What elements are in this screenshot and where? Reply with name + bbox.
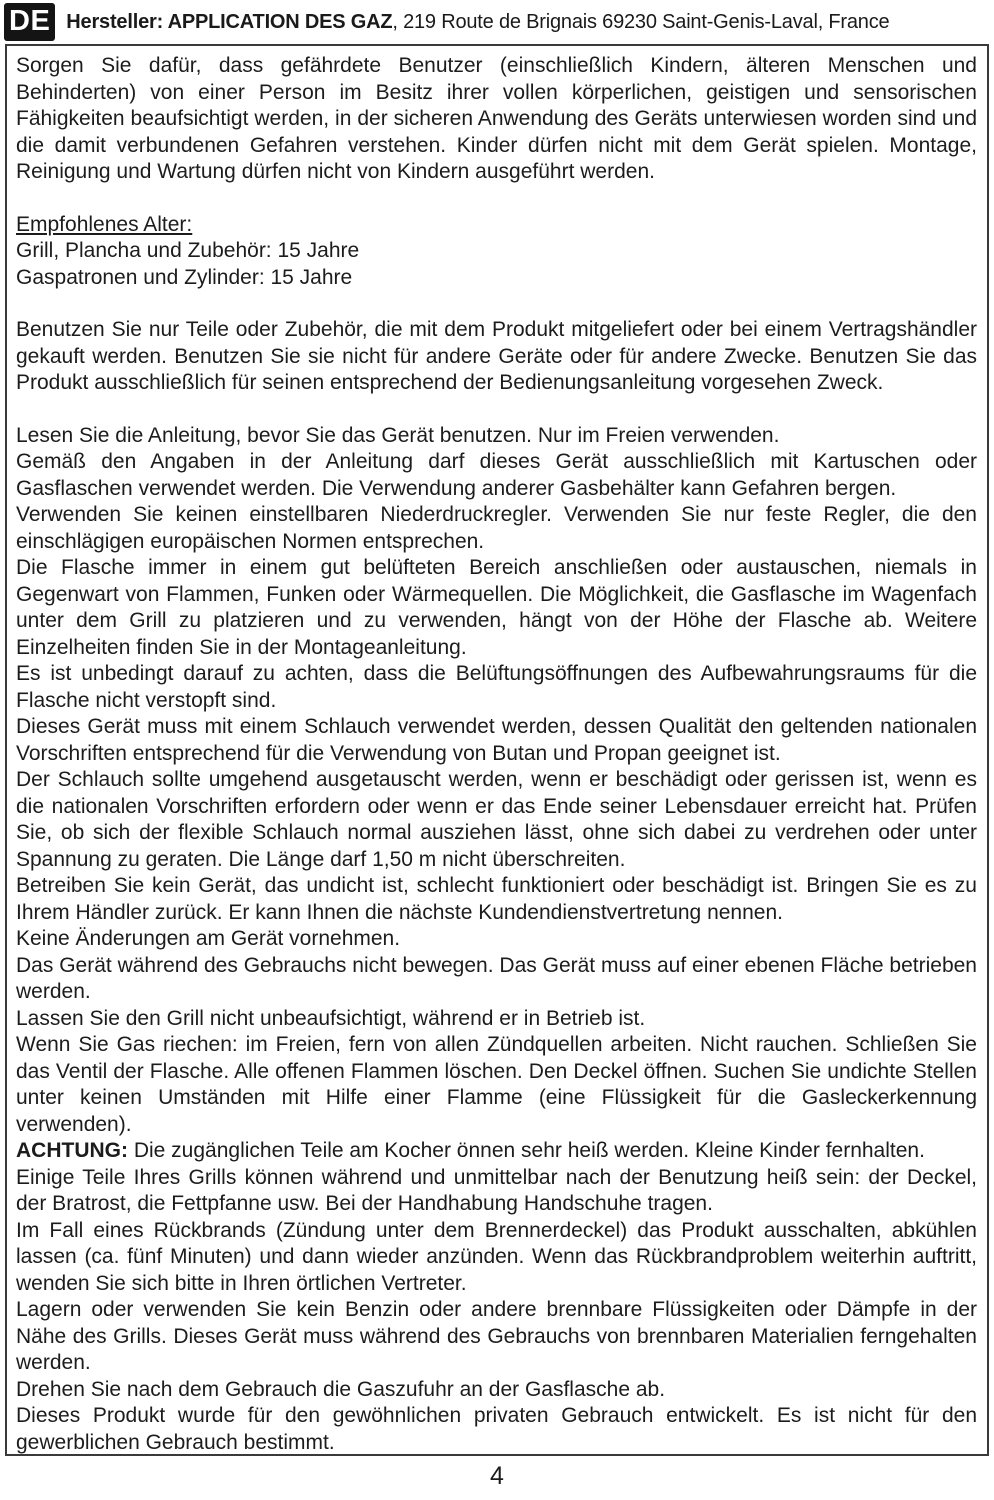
instruction-cartridges: Gemäß den Angaben in der Anleitung darf dieses Gerät ausschließlich mit Kartuschen oder Gasflaschen verwendet werden. Die Verwendung anderer Gasbehälter kann Gefahren bergen. — [16, 450, 977, 500]
recommended-age-cartridges: Gaspatronen und Zylinder: 15 Jahre — [16, 265, 353, 289]
manufacturer-line — [66, 11, 889, 34]
language-badge: DE — [4, 3, 55, 41]
instruction-hose-replacement: Der Schlauch sollte umgehend ausgetauscht werden, wenn er beschädigt oder gerissen ist, wenn es die nationalen Vorschriften erfordern oder wenn er das Ende seiner Lebensdauer erreicht hat. Prüfen Sie, ob sich der flexible Schlauch normal ausziehen lässt, ohne sich dabei zu verdrehen oder unter Spannung zu geraten. Die Länge darf 1,50 m nicht überschreiten. — [16, 768, 977, 871]
instruction-bottle-connection: Die Flasche immer in einem gut belüfteten Bereich anschließen oder austauschen, niemals in Gegenwart von Flammen, Funken oder Wärmequellen. Die Möglichkeit, die Gasflasche im Wagenfach unter dem Grill zu platzieren und zu verwenden, hängt von der Höhe der Flasche ab. Weitere Einzelheiten finden Sie in der Montageanleitung. — [16, 556, 977, 659]
instruction-hot-parts: Einige Teile Ihres Grills können während und unmittelbar nach der Benutzung heiß sein: der Deckel, der Bratrost, die Fettpfanne usw. Bei der Handhabung Handschuhe tragen. — [16, 1165, 977, 1215]
recommended-age-heading-text: Empfohlenes Alter: — [16, 212, 193, 236]
page-number: 4 — [490, 1462, 504, 1490]
recommended-age-grill: Grill, Plancha und Zubehör: 15 Jahre — [16, 239, 360, 262]
paragraph-supervision: Sorgen Sie dafür, dass gefährdete Benutzer (einschließlich Kindern, älteren Menschen und Behinderten) von einer Person im Besitz ihrer vollen körperlichen, geistigen und sensorischen Fähigkeiten beaufsichtigt werden, in der sicheren Anwendung des Geräts unterwiesen worden sind und die damit verbundenen Gefahren verstehen. Kinder dürfen nicht mit dem Gerät spielen. Montage, Reinigung und Wartung dürfen nicht von Kindern ausgeführt werden. — [16, 54, 977, 183]
instruction-damaged-device: Betreiben Sie kein Gerät, das undicht ist, schlecht funktioniert oder beschädigt ist. Bringen Sie es zu Ihrem Händler zurück. Er kann Ihnen die nächste Kundendienstvertretung nennen. — [16, 874, 977, 924]
recommended-age-heading — [16, 212, 977, 239]
instruction-read-manual: Lesen Sie die Anleitung, bevor Sie das Gerät benutzen. Nur im Freien verwenden. — [16, 423, 780, 447]
instruction-flammables: Lagern oder verwenden Sie kein Benzin oder andere brennbare Flüssigkeiten oder Dämpfe in der Nähe des Grills. Dieses Gerät muss während des Gebrauchs von brennbaren Materialien ferngehalten werden. — [16, 1298, 977, 1374]
instruction-do-not-move: Das Gerät während des Gebrauchs nicht bewegen. Das Gerät muss auf einer ebenen Fläche betrieben werden. — [16, 953, 977, 1003]
achtung-label: ACHTUNG: — [16, 1139, 128, 1162]
achtung-text: Die zugänglichen Teile am Kocher önnen sehr heiß werden. Kleine Kinder fernhalten. — [133, 1139, 925, 1162]
instruction-flashback: Im Fall eines Rückbrands (Zündung unter dem Brennerdeckel) das Produkt ausschalten, abkühlen lassen (ca. fünf Minuten) und dann wieder anzünden. Wenn das Rückbrandproblem weiterhin auftritt, wenden Sie sich bitte in Ihren örtlichen Vertreter. — [16, 1218, 977, 1295]
manufacturer-address: , 219 Route de Brignais 69230 Saint-Genis-Laval, France — [392, 10, 890, 33]
page-footer — [0, 1462, 994, 1491]
instruction-private-use: Dieses Produkt wurde für den gewöhnlichen privaten Gebrauch entwickelt. Es ist nicht für den gewerblichen Gebrauch bestimmt. — [16, 1404, 977, 1454]
instruction-no-unattended: Lassen Sie den Grill nicht unbeaufsichtigt, während er in Betrieb ist. — [16, 1006, 646, 1030]
paragraph-achtung — [16, 1138, 977, 1165]
instruction-no-modifications: Keine Änderungen am Gerät vornehmen. — [16, 927, 401, 950]
manufacturer-name: Hersteller: APPLICATION DES GAZ — [66, 10, 393, 33]
instruction-close-gas: Drehen Sie nach dem Gebrauch die Gaszufuhr an der Gasflasche ab. — [16, 1377, 666, 1401]
page-header — [0, 0, 994, 44]
paragraph-parts: Benutzen Sie nur Teile oder Zubehör, die mit dem Produkt mitgeliefert oder bei einem Vertragshändler gekauft werden. Benutzen Sie sie nicht für andere Geräte oder für andere Zwecke. Benutzen Sie das Produkt ausschließlich für seinen entsprechend der Bedienungsanleitung vorgesehen Zweck. — [16, 318, 977, 394]
instruction-gas-smell: Wenn Sie Gas riechen: im Freien, fern von allen Zündquellen arbeiten. Nicht rauchen. Schließen Sie das Ventil der Flasche. Alle offenen Flammen löschen. Den Deckel öffnen. Suchen Sie undichte Stellen unter keinen Umständen mit Hilfe einer Flamme (eine Flüssigkeit für die Gasleckerkennung verwenden). — [16, 1033, 977, 1136]
instruction-regulator: Verwenden Sie keinen einstellbaren Niederdruckregler. Verwenden Sie nur feste Regler, die den einschlägigen europäischen Normen entsprechen. — [16, 503, 977, 553]
instruction-ventilation: Es ist unbedingt darauf zu achten, dass die Belüftungsöffnungen des Aufbewahrungsraums für die Flasche nicht verstopft sind. — [16, 662, 977, 712]
safety-notice-box — [5, 44, 989, 1456]
instruction-hose-quality: Dieses Gerät muss mit einem Schlauch verwendet werden, dessen Qualität den geltenden nationalen Vorschriften entsprechend für die Verwendung von Butan und Propan geeignet ist. — [16, 715, 977, 765]
